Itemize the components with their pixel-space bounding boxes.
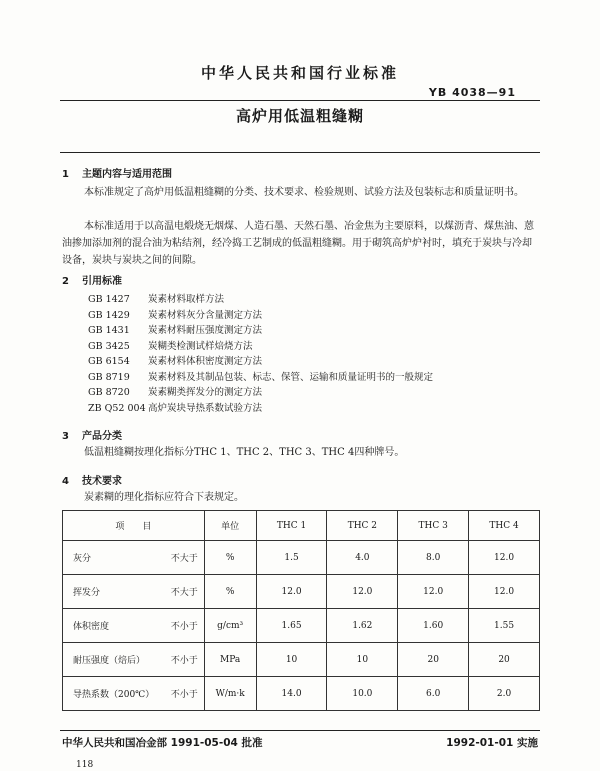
row-value: 14.0	[256, 677, 327, 711]
row-value: 12.0	[469, 541, 540, 575]
row-value: 12.0	[398, 575, 469, 609]
section-title: 技术要求	[82, 476, 122, 487]
reference-code: GB 1427	[88, 294, 130, 305]
item-limit: 不小于	[170, 690, 198, 700]
row-item	[63, 643, 205, 677]
reference-code: ZB Q52 004	[88, 402, 146, 414]
row-value: 1.60	[398, 609, 469, 643]
title-rule	[60, 152, 540, 153]
row-value: 4.0	[327, 541, 398, 575]
reference-item	[88, 292, 433, 308]
row-item	[63, 541, 205, 575]
row-value: 1.65	[256, 609, 327, 643]
spec-table	[62, 510, 540, 711]
header-cell-grade: THC 2	[327, 511, 398, 541]
reference-name: 高炉炭块导热系数试验方法	[148, 402, 263, 414]
section-4-intro: 炭素糊的理化指标应符合下表规定。	[84, 492, 244, 503]
reference-code: GB 8720	[88, 387, 130, 398]
header-cell-item: 项 目	[63, 511, 205, 541]
item-limit: 不大于	[170, 588, 198, 598]
reference-name: 炭素材料取样方法	[148, 294, 225, 305]
reference-code: GB 1429	[88, 309, 130, 321]
table-header-row	[63, 511, 540, 541]
row-item	[63, 677, 205, 711]
approval-info: 中华人民共和国冶金部 1991-05-04 批准	[62, 737, 263, 749]
row-value: 20	[398, 643, 469, 677]
reference-code: GB 1431	[88, 325, 130, 336]
row-value: 12.0	[327, 575, 398, 609]
item-name: 耐压强度（焙后）	[73, 656, 146, 666]
header-cell-grade: THC 4	[469, 511, 540, 541]
standard-title: 中华人民共和国行业标准	[200, 64, 399, 82]
row-unit: g/cm³	[204, 609, 256, 643]
item-name: 体积密度	[73, 622, 110, 632]
reference-item	[88, 308, 433, 324]
row-value: 10.0	[327, 677, 398, 711]
section-number: 4	[62, 476, 69, 487]
section-title: 主题内容与适用范围	[82, 169, 172, 180]
row-unit: W/m·k	[204, 677, 256, 711]
section-1-paragraph-1: 本标准规定了高炉用低温粗缝糊的分类、技术要求、检验规则、试验方法及包装标志和质量证明书。	[84, 187, 524, 198]
row-value: 10	[327, 643, 398, 677]
row-unit: %	[204, 541, 256, 575]
table-row	[63, 643, 540, 677]
footer-rule	[60, 730, 540, 731]
page-number: 118	[76, 760, 94, 770]
row-value: 8.0	[398, 541, 469, 575]
row-item	[63, 575, 205, 609]
section-1-heading	[62, 165, 172, 180]
effective-date: 1992-01-01 实施	[446, 737, 538, 749]
table-row	[63, 575, 540, 609]
standard-code: YB 4038—91	[428, 86, 516, 99]
item-limit: 不小于	[170, 622, 198, 632]
row-value: 1.55	[469, 609, 540, 643]
row-value: 1.62	[327, 609, 398, 643]
reference-name: 炭素材料灰分含量测定方法	[148, 309, 263, 321]
reference-code: GB 6154	[88, 356, 130, 367]
reference-name: 炭素材料耐压强度测定方法	[148, 325, 263, 336]
top-rule	[60, 100, 540, 101]
item-name: 挥发分	[73, 588, 101, 598]
row-value: 12.0	[256, 575, 327, 609]
section-2-heading	[62, 272, 122, 287]
reference-item	[88, 354, 433, 370]
document-title: 高炉用低温粗缝糊	[235, 107, 364, 125]
reference-name: 炭素材料体积密度测定方法	[148, 356, 263, 367]
row-unit: MPa	[204, 643, 256, 677]
section-title: 产品分类	[82, 431, 122, 442]
reference-code: GB 3425	[88, 340, 130, 352]
row-value: 6.0	[398, 677, 469, 711]
row-value: 20	[469, 643, 540, 677]
reference-list	[88, 292, 433, 416]
reference-item	[88, 323, 433, 339]
item-limit: 不大于	[170, 554, 198, 564]
header-cell-grade: THC 1	[256, 511, 327, 541]
row-value: 1.5	[256, 541, 327, 575]
item-limit: 不小于	[170, 656, 198, 666]
row-unit: %	[204, 575, 256, 609]
reference-code: GB 8719	[88, 371, 130, 383]
section-4-heading	[62, 472, 122, 487]
reference-item	[88, 339, 433, 355]
reference-item	[88, 370, 433, 386]
section-number: 2	[62, 276, 69, 287]
table-row	[63, 541, 540, 575]
row-value: 10	[256, 643, 327, 677]
reference-name: 炭素材料及其制品包装、标志、保管、运输和质量证明书的一般规定	[148, 371, 434, 383]
section-3-heading	[62, 427, 122, 442]
section-3-text: 低温粗缝糊按理化指标分THC 1、THC 2、THC 3、THC 4四种牌号。	[84, 447, 405, 458]
reference-name: 炭糊类检测试样焙烧方法	[148, 340, 253, 352]
table-row	[63, 609, 540, 643]
row-value: 2.0	[469, 677, 540, 711]
section-number: 3	[62, 431, 69, 442]
item-name: 灰分	[73, 554, 92, 564]
row-item	[63, 609, 205, 643]
row-value: 12.0	[469, 575, 540, 609]
header-cell-grade: THC 3	[398, 511, 469, 541]
header-cell-unit: 单位	[204, 511, 256, 541]
section-1-paragraph-2: 本标准适用于以高温电煅烧无烟煤、人造石墨、天然石墨、冶金焦为主要原料，以煤沥青、煤焦油、蒽油掺加添加剂的混合油为粘结剂，经冷捣工艺制成的低温粗缝糊。用于砌筑高炉炉衬时，填充于炭块与冷却设备，炭块与炭块之间的间隙。	[62, 221, 534, 266]
table-row	[63, 677, 540, 711]
reference-name: 炭素糊类挥发分的测定方法	[148, 387, 263, 398]
section-number: 1	[62, 169, 69, 180]
section-title: 引用标准	[82, 276, 122, 287]
reference-item	[88, 385, 433, 401]
reference-item	[88, 401, 433, 417]
item-name: 导热系数（200℃）	[73, 690, 155, 700]
